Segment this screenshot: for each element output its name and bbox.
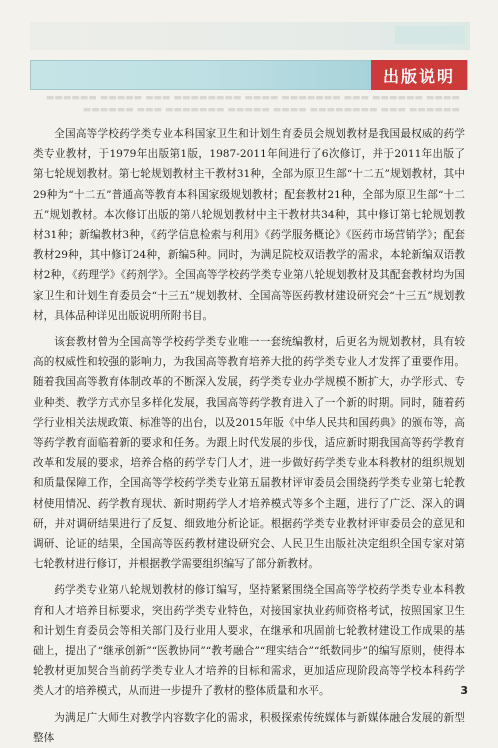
section-title-box [371,60,467,90]
paragraph: 全国高等学校药学类专业本科国家卫生和计划生育委员会规划教材是我国最权威的药学类专业教材，于1979年出版第1版，1987-2011年间进行了6次修订，并于2011年出版了第七轮规划教材。第七轮规划教材主干教材31种，全部为原卫生部“十二五”规划教材，其中29种为“十二五”普通高等教育本科国家级规划教材；配套教材21种，全部为原卫生部“十二五”规划教材。本次修订出版的第八轮规划教材中主干教材共34种，其中修订第七轮规划教材31种；新编教材3种，《药学信息检索与利用》《药学服务概论》《医药市场营销学》；配套教材29种，其中修订24种，新编5种。同时，为满足院校双语教学的需求，本轮新编双语教材2种，《药理学》《药剂学》。全国高等学校药学类专业第八轮规划教材及其配套教材均为国家卫生和计划生育委员会“十三五”规划教材、全国高等医药教材建设研究会“十三五”规划教材，具体品种详见出版说明所附书目。 [33,128,465,322]
body-text [33,124,465,748]
bleed-through-texture: ▬▬▬▬ ▬▬▬▬▬▬ ▬▬▬ ▬▬▬▬▬▬▬ ▬▬▬▬ ▬▬▬▬▬▬▬▬ ▬▬▬ ▬▬▬▬▬ ▬▬▬▬▬▬ ▬▬▬▬▬▬ ▬▬▬ ▬▬▬▬▬▬▬▬ ▬▬▬▬ ▬▬▬▬▬ ▬▬▬▬▬▬▬ ▬▬▬ ▬▬▬▬▬▬ [45,93,460,115]
paragraph: 为满足广大师生对教学内容数字化的需求，积极探索传统媒体与新媒体融合发展的新型整体 [33,711,465,744]
paragraph: 该套教材曾为全国高等学校药学类专业唯一一套统编教材，后更名为规划教材，具有较高的权威性和较强的影响力，为我国高等教育培养大批的药学类专业人才发挥了重要作用。随着我国高等教育体制改革的不断深入发展，药学类专业办学规模不断扩大，办学形式、专业种类、教学方式亦呈多样化发展，我国高等药学教育进入了一个新的时期。同时，随着药学行业相关法规政策、标准等的出台，以及2015年版《中华人民共和国药典》的颁布等，高等药学教育面临着新的要求和任务。为跟上时代发展的步伐，适应新时期我国高等药学教育改革和发展的要求，培养合格的药学专门人才，进一步做好药学类专业本科教材的组织规划和质量保障工作，全国高等学校药学类专业第五届教材评审委员会围绕药学类专业第七轮教材使用情况、药学教育现状、新时期药学人才培养模式等多个主题，进行了广泛、深入的调研，并对调研结果进行了反复、细致地分析论证。根据药学类专业教材评审委员会的意见和调研、论证的结果，全国高等医药教材建设研究会、人民卫生出版社决定组织全国专家对第七轮教材进行修订，并根据教学需要组织编写了部分新教材。 [33,336,465,571]
section-header-band [30,60,468,90]
page-number: 3 [460,684,468,697]
section-title: 出版说明 [382,66,455,86]
top-decorative-tab [395,26,465,44]
paragraph: 药学类专业第八轮规划教材的修订编写，坚持紧紧围绕全国高等学校药学类专业本科教育和人才培养目标要求，突出药学类专业特色，对接国家执业药师资格考试，按照国家卫生和计划生育委员会等相关部门及行业用人要求，在继承和巩固前七轮教材建设工作成果的基础上，提出了“继承创新”“医教协同”“教考融合”“理实结合”“纸数同步”的编写原则，使得本轮教材更加契合当前药学类专业人才培养的目标和需求，更加适应现阶段高等学校本科药学类人才的培养模式，从而进一步提升了教材的整体质量和水平。 [33,584,465,698]
